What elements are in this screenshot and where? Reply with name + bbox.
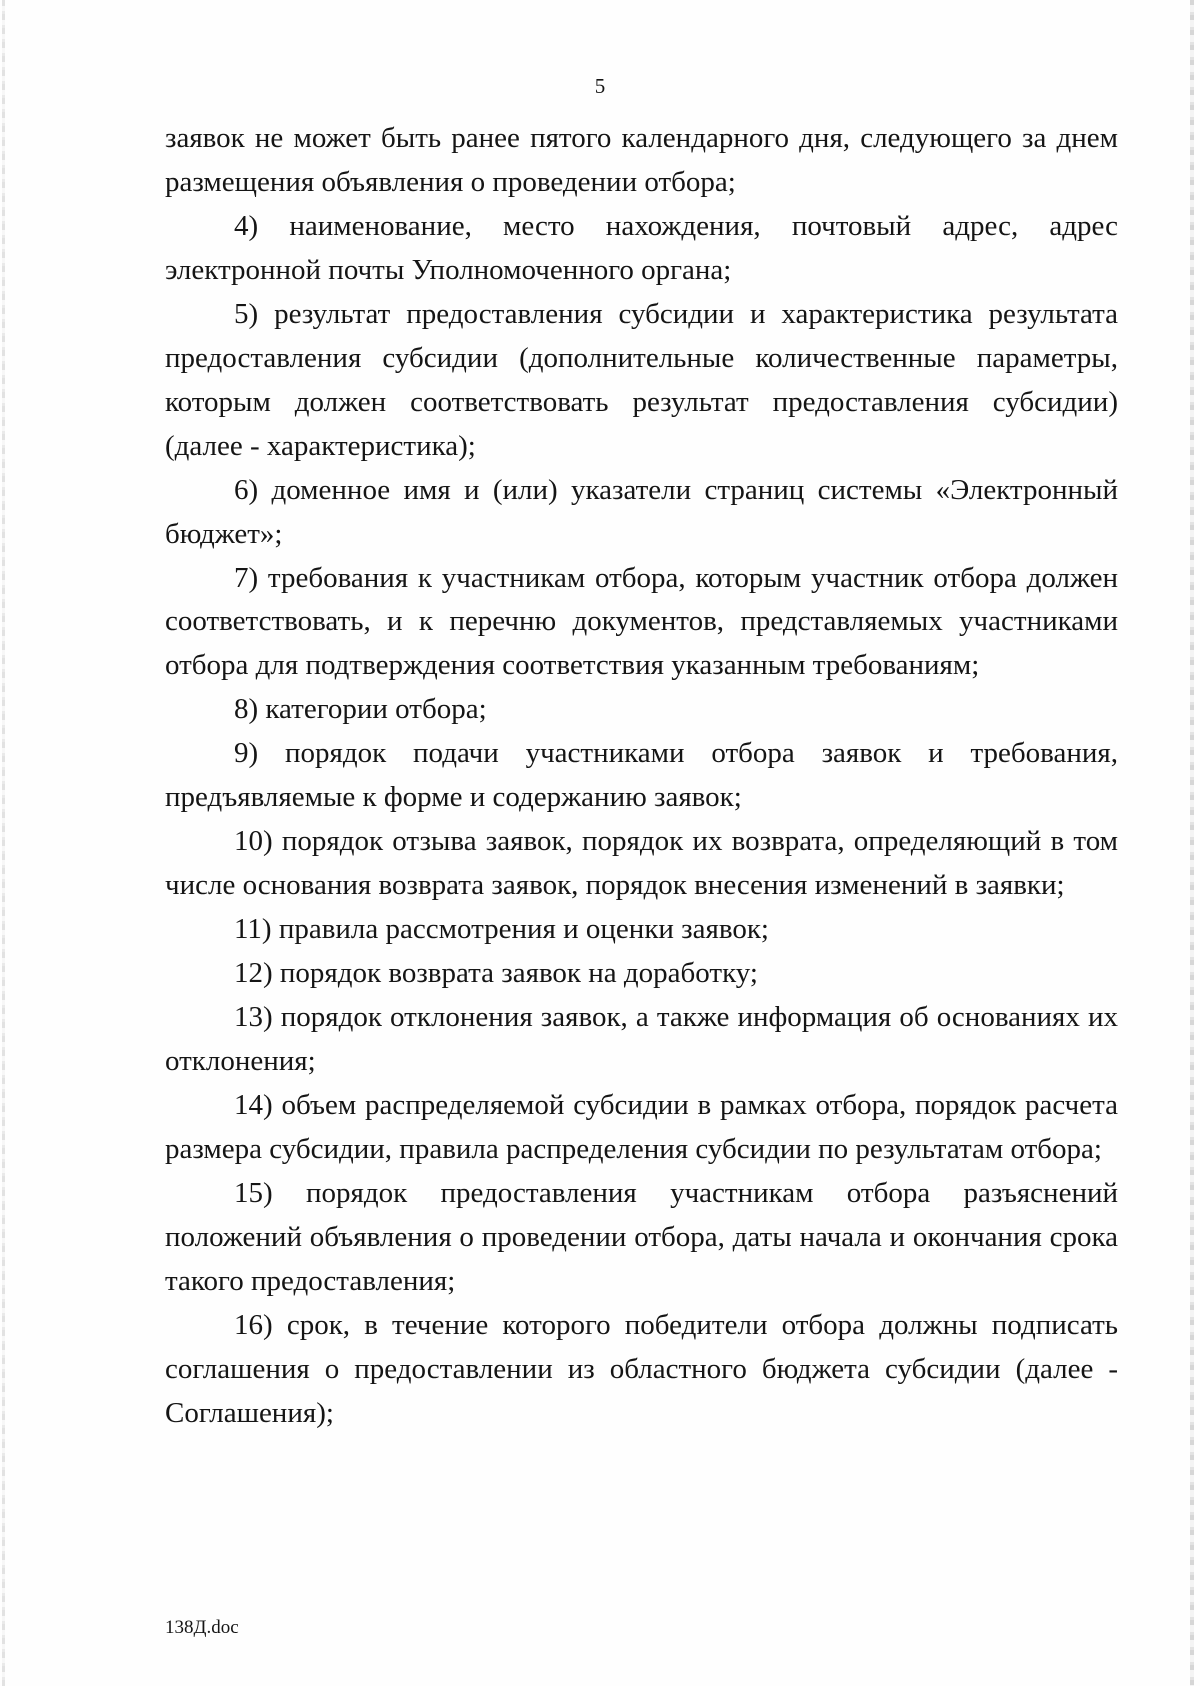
- list-item-9: 9) порядок подачи участниками отбора заявок и требования, предъявляемые к форме и содержанию заявок;: [165, 737, 1118, 814]
- list-item-4: 4) наименование, место нахождения, почтовый адрес, адрес электронной почты Уполномоченного органа;: [165, 209, 1118, 286]
- list-item-16: 16) срок, в течение которого победители отбора должны подписать соглашения о предоставлении из областного бюджета субсидии (далее - Соглашения);: [165, 1308, 1118, 1429]
- list-item-11: 11) правила рассмотрения и оценки заявок;: [234, 913, 769, 946]
- paragraph-continuation: заявок не может быть ранее пятого календарного дня, следующего за днем размещения объявления о проведении отбора;: [165, 122, 1118, 198]
- list-item-12: 12) порядок возврата заявок на доработку;: [234, 957, 758, 990]
- page-number: 5: [594, 74, 606, 98]
- list-item-15: 15) порядок предоставления участникам отбора разъяснений положений объявления о проведении отбора, даты начала и окончания срока такого предоставления;: [165, 1176, 1118, 1297]
- list-item-5: 5) результат предоставления субсидии и характеристика результата предоставления субсидии (дополнительные количественные параметры, которым должен соответствовать результат предоставления субсидии) (далее - характеристика);: [165, 297, 1118, 462]
- list-item-6: 6) доменное имя и (или) указатели страниц системы «Электронный бюджет»;: [165, 473, 1118, 550]
- scan-edge-left: [2, 0, 5, 1686]
- document-body: [165, 117, 1118, 1436]
- footer-filename: 138Д.doc: [165, 1617, 239, 1638]
- list-item-14: 14) объем распределяемой субсидии в рамках отбора, порядок расчета размера субсидии, правила распределения субсидии по результатам отбора;: [165, 1088, 1118, 1165]
- scan-edge-right: [1190, 0, 1194, 1686]
- list-item-10: 10) порядок отзыва заявок, порядок их возврата, определяющий в том числе основания возврата заявок, порядок внесения изменений в заявки;: [165, 825, 1118, 902]
- list-item-8: 8) категории отбора;: [234, 693, 487, 726]
- list-item-7: 7) требования к участникам отбора, которым участник отбора должен соответствовать, и к перечню документов, представляемых участниками отбора для подтверждения соответствия указанным требованиям;: [165, 561, 1118, 682]
- list-item-13: 13) порядок отклонения заявок, а также информация об основаниях их отклонения;: [165, 1001, 1118, 1078]
